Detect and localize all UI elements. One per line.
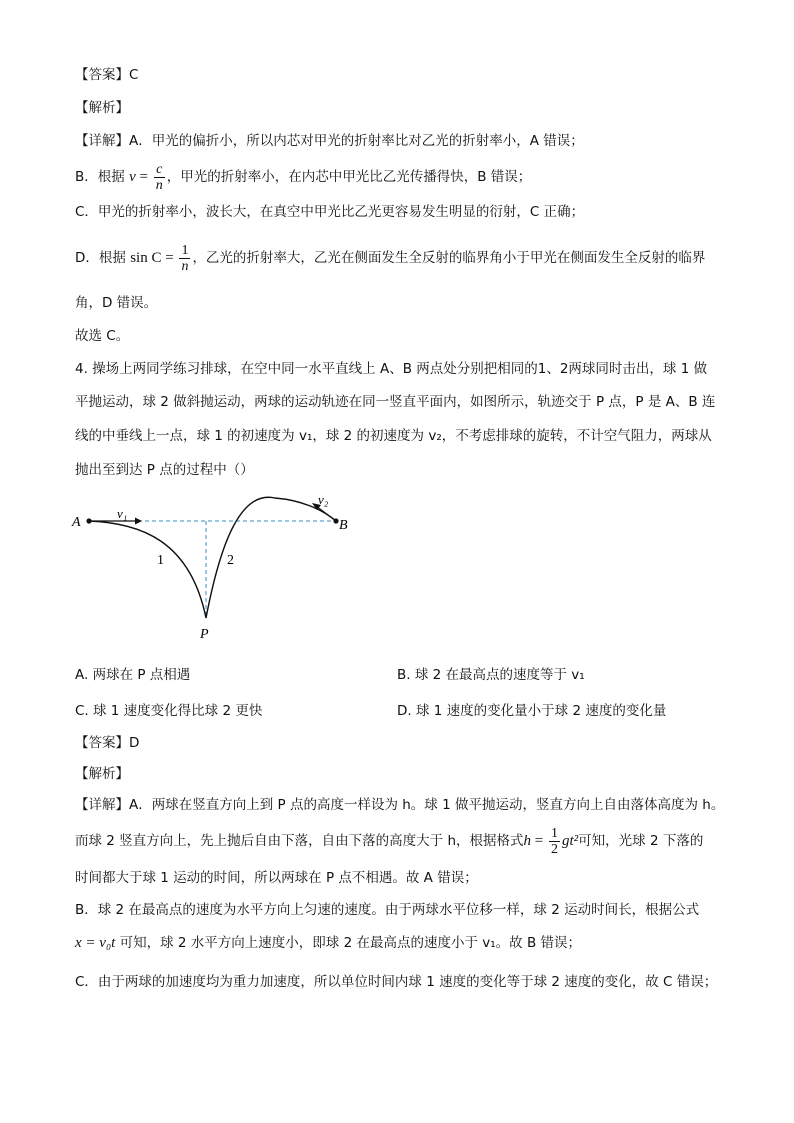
q4-analysis-label: 【解析】 — [75, 766, 129, 782]
q4-detail-a3: 时间都大于球 1 运动的时间，所以两球在 P 点不相遇。故 A 错误； — [75, 870, 478, 886]
q4-option-c: C. 球 1 速度变化得比球 2 更快 — [75, 703, 263, 719]
q4-detail-a1: 【详解】A．两球在竖直方向上到 P 点的高度一样设为 h。球 1 做平抛运动，竖直方向上自由落体高度为 h。 — [75, 797, 725, 813]
q4-detail-b1: B．球 2 在最高点的速度为水平方向上匀速的速度。由于两球水平位移一样，球 2 运动时间长，根据公式 — [75, 902, 700, 918]
trajectory-ball-1 — [89, 521, 206, 618]
q4-option-d: D. 球 1 速度的变化量小于球 2 速度的变化量 — [397, 703, 667, 719]
label-v1: v₁ — [117, 506, 128, 521]
q3-answer-label: 【答案】 — [75, 67, 129, 83]
q4-formula-a2-rhs: gt² — [562, 833, 579, 849]
q3-analysis-label: 【解析】 — [75, 100, 129, 116]
q4-option-b: B. 球 2 在最高点的速度等于 v₁ — [397, 667, 585, 683]
q3-answer-value: C — [129, 67, 139, 83]
q3-detail-b — [75, 160, 531, 194]
q4-detail-b2-suffix: 可知，球 2 水平方向上速度小，即球 2 在最高点的速度小于 v₁。故 B 错误； — [115, 935, 581, 951]
label-trajectory-1: 1 — [157, 553, 164, 568]
q3-detail-d-suffix: ，乙光的折射率大，乙光在侧面发生全反射的临界角小于甲光在侧面发生全反射的临界 — [192, 250, 706, 266]
q3-formula-d-eq: = — [161, 250, 178, 266]
q4-answer-label: 【答案】 — [75, 735, 129, 751]
q4-answer-value: D — [129, 735, 140, 751]
q3-formula-d-num: 1 — [181, 242, 189, 258]
q4-stem-line3: 线的中垂线上一点，球 1 的初速度为 v₁，球 2 的初速度为 v₂，不考虑排球的旋转，不计空气阻力，两球从 — [75, 428, 712, 444]
trajectory-ball-2 — [206, 497, 336, 618]
q4-formula-a2-eq: = — [531, 833, 547, 849]
q4-option-a: A. 两球在 P 点相遇 — [75, 667, 191, 683]
q4-formula-b2: x = v₀t — [75, 935, 116, 951]
q3-formula-d-fraction — [179, 243, 190, 274]
q4-trajectory-figure — [60, 485, 360, 650]
q4-formula-a2-lhs: h — [523, 833, 532, 849]
q3-formula-d-den: n — [181, 258, 189, 274]
q4-stem-line1: 4. 操场上两同学练习排球，在空中同一水平直线上 A、B 两点处分别把相同的1、2两球同时击出，球 1 做 — [75, 361, 708, 377]
q3-formula-b-eq: = — [135, 169, 152, 185]
q4-answer-line — [75, 733, 139, 753]
label-a: A — [72, 515, 81, 530]
q3-formula-b-num: c — [154, 162, 165, 178]
label-v2: v₂ — [318, 492, 329, 507]
q4-detail-a2 — [75, 823, 703, 859]
q3-detail-d-cont: 角，D 错误。 — [75, 295, 158, 311]
q3-detail-d — [75, 240, 705, 276]
label-trajectory-2: 2 — [227, 553, 234, 568]
q3-formula-d-lhs: sin C — [130, 250, 162, 266]
q3-detail-d-prefix: D．根据 — [75, 250, 126, 266]
q3-formula-b-lhs: v — [129, 169, 136, 185]
q4-formula-a2-fraction — [549, 826, 560, 857]
q4-detail-a2-prefix: 而球 2 竖直方向上，先上抛后自由下落，自由下落的高度大于 h，根据格式 — [75, 833, 524, 849]
q4-stem-line4: 抛出至到达 P 点的过程中（） — [75, 462, 254, 478]
point-a-dot — [86, 518, 91, 523]
q4-formula-a2-den: 2 — [551, 841, 558, 857]
q3-detail-b-prefix: B．根据 — [75, 169, 125, 185]
q4-detail-b2 — [75, 933, 581, 953]
label-b: B — [339, 518, 348, 533]
q3-conclusion: 故选 C。 — [75, 328, 130, 344]
q3-answer-line — [75, 65, 138, 85]
v2-arrow — [316, 506, 336, 521]
q3-detail-c: C．甲光的折射率小，波长大，在真空中甲光比乙光更容易发生明显的衍射，C 正确； — [75, 204, 585, 220]
q3-detail-a: 【详解】A．甲光的偏折小，所以内芯对甲光的折射率比对乙光的折射率小，A 错误； — [75, 133, 584, 149]
v1-arrowhead — [135, 518, 142, 525]
q3-detail-b-suffix: ，甲光的折射率小，在内芯中甲光比乙光传播得快，B 错误； — [166, 169, 532, 185]
q4-detail-c: C．由于两球的加速度均为重力加速度，所以单位时间内球 1 速度的变化等于球 2 速度的变化，故 C 错误； — [75, 974, 718, 990]
q3-formula-b-fraction — [154, 162, 165, 193]
q3-formula-b-den: n — [155, 177, 163, 193]
q4-formula-a2-num: 1 — [551, 825, 558, 841]
q4-detail-a2-suffix: 可知，光球 2 下落的 — [578, 833, 704, 849]
label-p: P — [200, 627, 209, 642]
q4-stem-line2: 平抛运动，球 2 做斜抛运动，两球的运动轨迹在同一竖直平面内，如图所示，轨迹交于 P 点，P 是 A、B 连 — [75, 394, 716, 410]
point-b-dot — [333, 518, 338, 523]
